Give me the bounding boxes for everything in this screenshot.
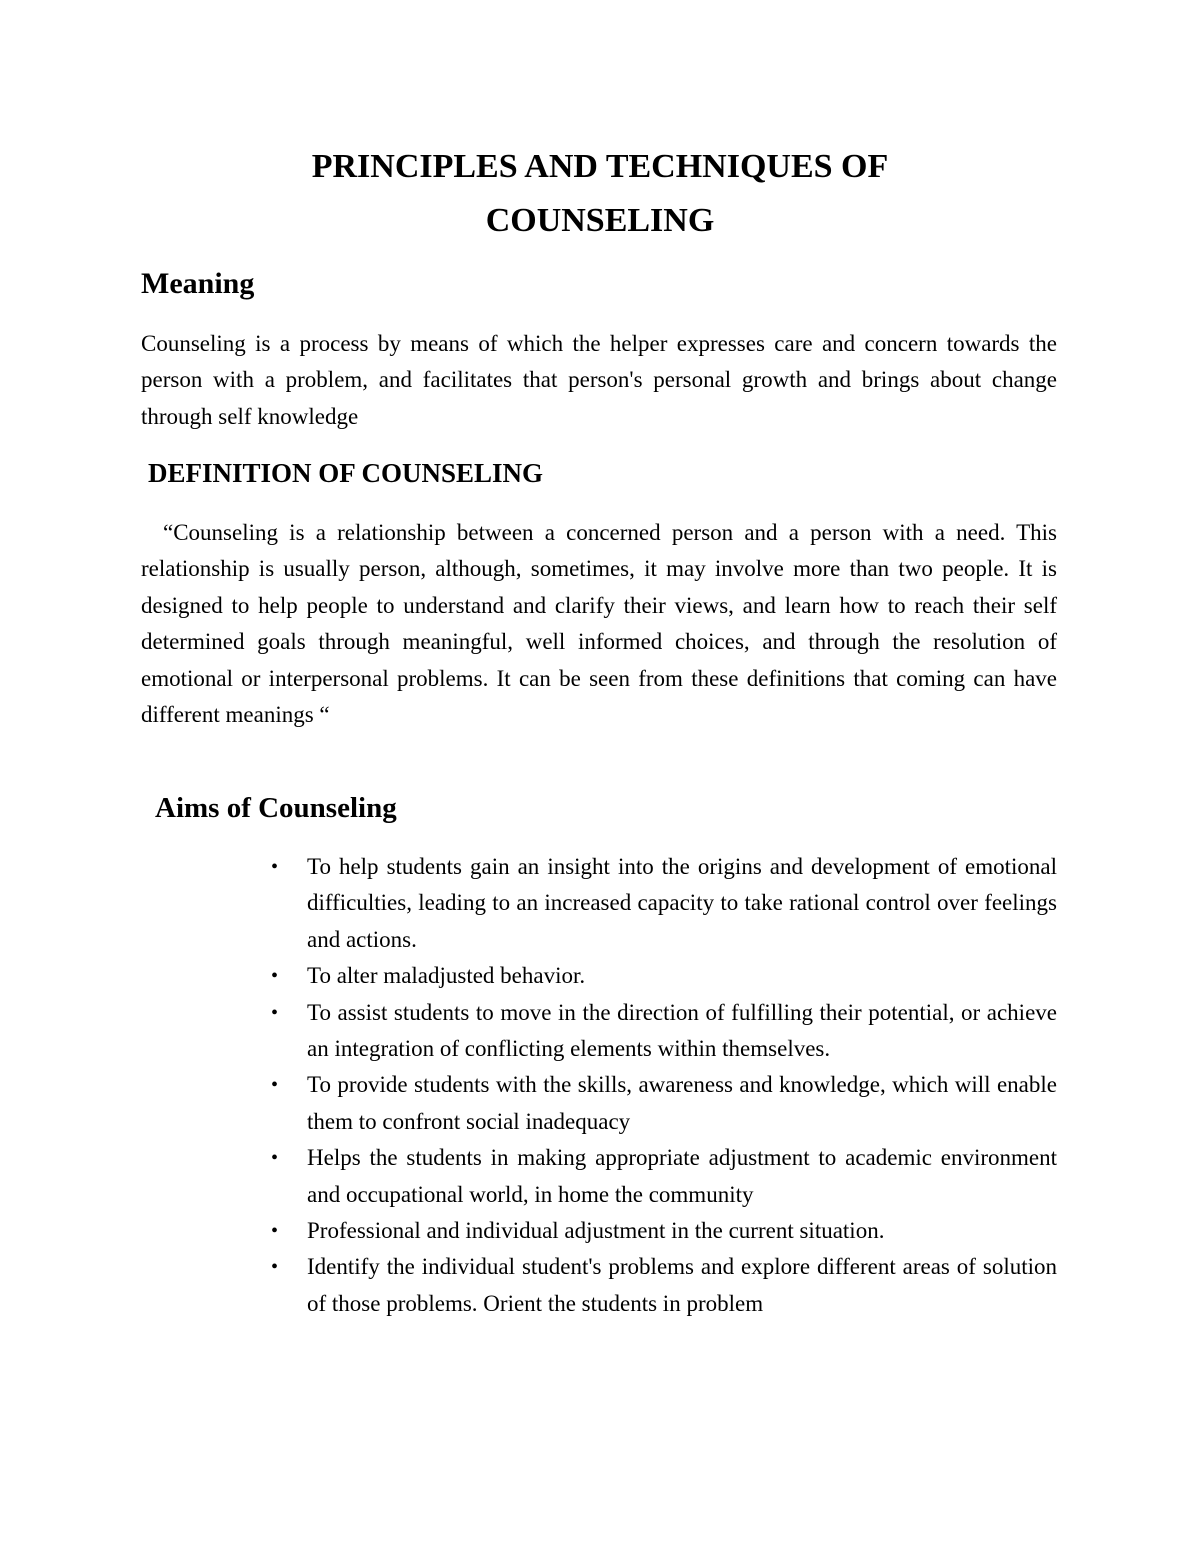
list-item-text: To help students gain an insight into the origins and development of emotional difficulties, leading to an increased capacity to take rational control over feelings and actions. [307,854,1057,952]
list-item [271,995,1057,1068]
list-item-text: Helps the students in making appropriate adjustment to academic environment and occupational world, in home the community [307,1145,1057,1207]
bullet-icon: • [271,1147,279,1170]
list-item [271,958,1057,994]
list-item-text: To provide students with the skills, awareness and knowledge, which will enable them to confront social inadequacy [307,1072,1057,1134]
bullet-icon: • [271,856,279,878]
title-line-2: COUNSELING [485,202,715,239]
list-item [271,1067,1057,1140]
list-item-text: To assist students to move in the direction of fulfilling their potential, or achieve an integration of conflicting elements within themselves. [307,999,1057,1062]
title-line-1: PRINCIPLES AND TECHNIQUES OF [311,148,889,185]
aims-heading: Aims of Counseling [155,792,397,824]
meaning-heading: Meaning [141,267,255,300]
definition-paragraph: “Counseling is a relationship between a concerned person and a person with a need. This relationship is usually person, although, sometimes, it may involve more than two people. It is designed to help people to understand and clarify their views, and learn how to reach their self determined goals through meaningful, well informed choices, and through the resolution of emotional or interpersonal problems. It can be seen from these definitions that coming can have different meanings “ [141,520,1057,728]
definition-heading: DEFINITION OF COUNSELING [148,458,544,488]
list-item [271,849,1057,958]
list-item [271,1249,1057,1322]
page-title [0,140,1200,248]
bullet-icon: • [271,1220,279,1243]
meaning-paragraph: Counseling is a process by means of which the helper expresses care and concern towards the person with a problem, and facilitates that person's personal growth and brings about change through self knowledge [141,331,1057,429]
list-item [271,1140,1057,1213]
bullet-icon: • [271,1256,279,1279]
list-item-text: Professional and individual adjustment in the current situation. [307,1218,885,1244]
list-item [271,1213,1057,1249]
aims-list [271,849,1057,1322]
list-item-text: Identify the individual student's problems and explore different areas of solution of those problems. Orient the students in problem [307,1254,1057,1316]
bullet-icon: • [271,965,279,988]
bullet-icon: • [271,1074,279,1097]
list-item-text: To alter maladjusted behavior. [307,963,586,989]
bullet-icon: • [271,1001,279,1024]
